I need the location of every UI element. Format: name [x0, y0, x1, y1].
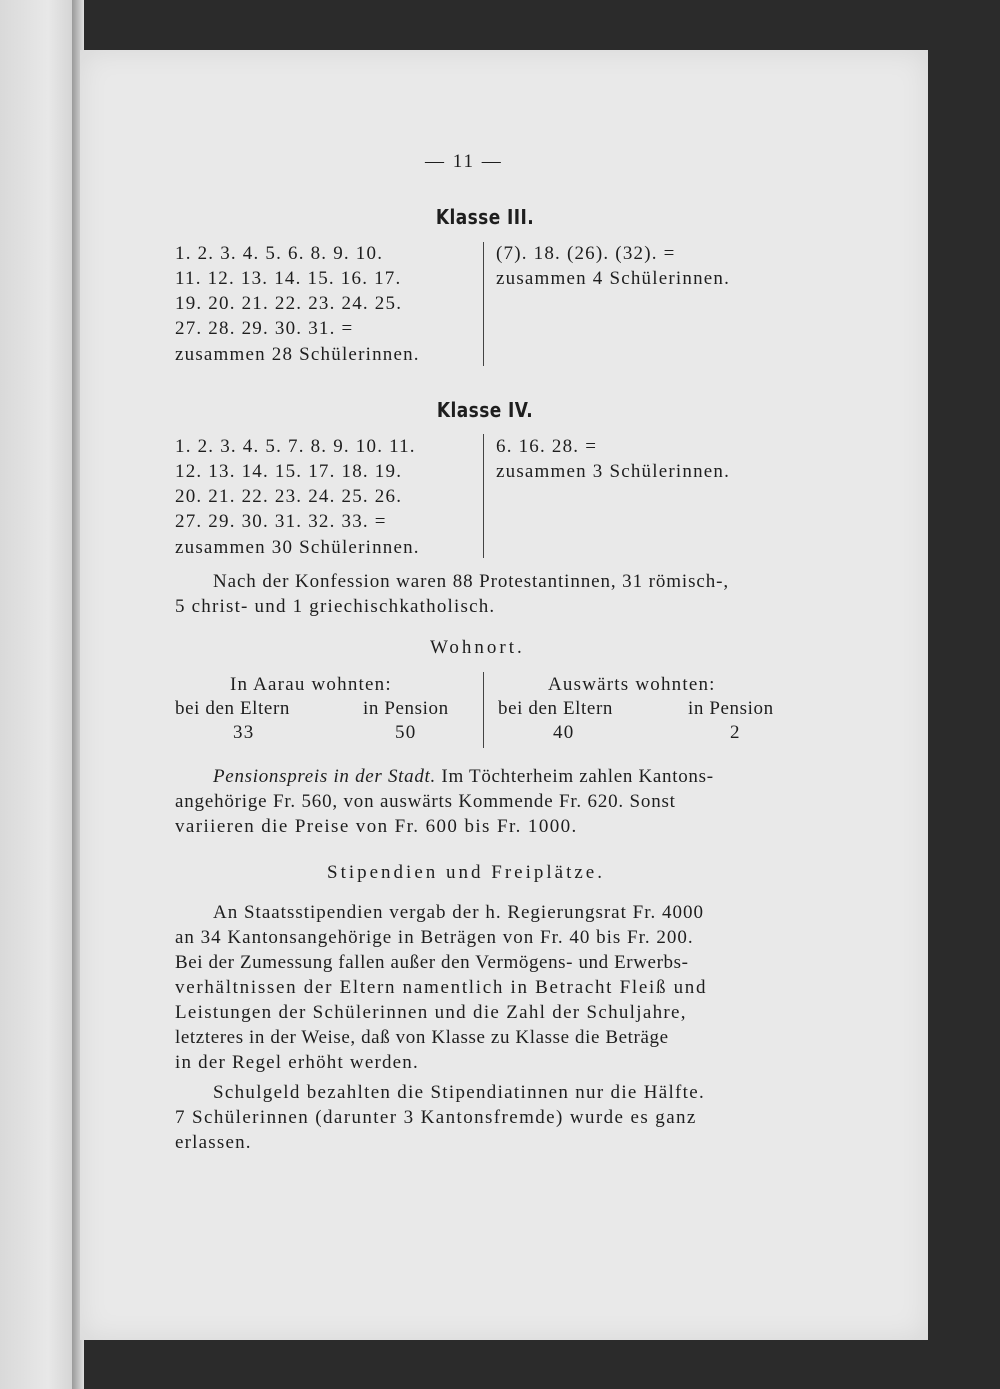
column-divider — [483, 434, 484, 558]
list-total: zusammen 28 Schülerinnen. — [175, 344, 420, 365]
wohnort-heading: Wohnort. — [430, 637, 525, 658]
list-total: zusammen 3 Schülerinnen. — [496, 461, 731, 482]
aarau-col1-label: bei den Eltern — [175, 698, 290, 719]
list-total: zusammen 30 Schülerinnen. — [175, 537, 420, 558]
list-line: 12. 13. 14. 15. 17. 18. 19. — [175, 461, 403, 482]
stipendien-heading: Stipendien und Freiplätze. — [327, 862, 605, 883]
paragraph-line: in der Regel erhöht werden. — [175, 1052, 419, 1073]
auswaerts-col1-label: bei den Eltern — [498, 698, 613, 719]
konfession-line-1: Nach der Konfession waren 88 Protestantinnen, 31 römisch-, — [213, 571, 730, 592]
klasse-4-heading: Klasse IV. — [436, 398, 534, 422]
list-line: 19. 20. 21. 22. 23. 24. 25. — [175, 293, 403, 314]
column-divider — [483, 242, 484, 366]
aarau-col1-value: 33 — [233, 722, 255, 743]
paragraph-line: an 34 Kantonsangehörige in Beträgen von Fr. 40 bis Fr. 200. — [175, 927, 694, 948]
paragraph-line: Schulgeld bezahlten die Stipendiatinnen nur die Hälfte. — [213, 1082, 706, 1103]
list-line: (7). 18. (26). (32). = — [496, 243, 676, 264]
paragraph-line: erlassen. — [175, 1132, 252, 1153]
list-line: 27. 29. 30. 31. 32. 33. = — [175, 511, 387, 532]
list-line: 6. 16. 28. = — [496, 436, 598, 457]
list-line: 27. 28. 29. 30. 31. = — [175, 318, 354, 339]
auswaerts-col2-value: 2 — [730, 722, 741, 743]
aarau-header: In Aarau wohnten: — [230, 674, 392, 695]
list-line: 11. 12. 13. 14. 15. 16. 17. — [175, 268, 402, 289]
pension-line-1-rest: Im Töchterheim zahlen Kantons- — [441, 766, 714, 787]
paragraph-line: verhältnissen der Eltern namentlich in Betracht Fleiß und — [175, 977, 708, 998]
aarau-col2-label: in Pension — [363, 698, 449, 719]
auswaerts-col2-label: in Pension — [688, 698, 774, 719]
pension-line-2: angehörige Fr. 560, von auswärts Kommende Fr. 620. Sonst — [175, 791, 676, 812]
document-page — [80, 50, 928, 1340]
paragraph-line: An Staatsstipendien vergab der h. Regierungsrat Fr. 4000 — [213, 902, 704, 923]
konfession-line-2: 5 christ- und 1 griechischkatholisch. — [175, 596, 496, 617]
page-number: — 11 — — [425, 151, 503, 172]
pension-line-1 — [213, 766, 714, 788]
auswaerts-col1-value: 40 — [553, 722, 575, 743]
aarau-col2-value: 50 — [395, 722, 417, 743]
auswaerts-header: Auswärts wohnten: — [548, 674, 716, 695]
list-line: 1. 2. 3. 4. 5. 7. 8. 9. 10. 11. — [175, 436, 416, 457]
paragraph-line: Leistungen der Schülerinnen und die Zahl der Schuljahre, — [175, 1002, 687, 1023]
pension-italic-lead: Pensionspreis in der Stadt. — [213, 766, 436, 787]
paragraph-line: letzteres in der Weise, daß von Klasse zu Klasse die Beträge — [175, 1027, 669, 1048]
list-line: 1. 2. 3. 4. 5. 6. 8. 9. 10. — [175, 243, 384, 264]
column-divider — [483, 672, 484, 748]
paragraph-line: Bei der Zumessung fallen außer den Vermögens- und Erwerbs- — [175, 952, 689, 973]
list-total: zusammen 4 Schülerinnen. — [496, 268, 731, 289]
list-line: 20. 21. 22. 23. 24. 25. 26. — [175, 486, 403, 507]
adjacent-page-edge — [0, 0, 80, 1389]
pension-line-3: variieren die Preise von Fr. 600 bis Fr. 1000. — [175, 816, 578, 837]
klasse-3-heading: Klasse III. — [435, 205, 535, 229]
paragraph-line: 7 Schülerinnen (darunter 3 Kantonsfremde) wurde es ganz — [175, 1107, 697, 1128]
